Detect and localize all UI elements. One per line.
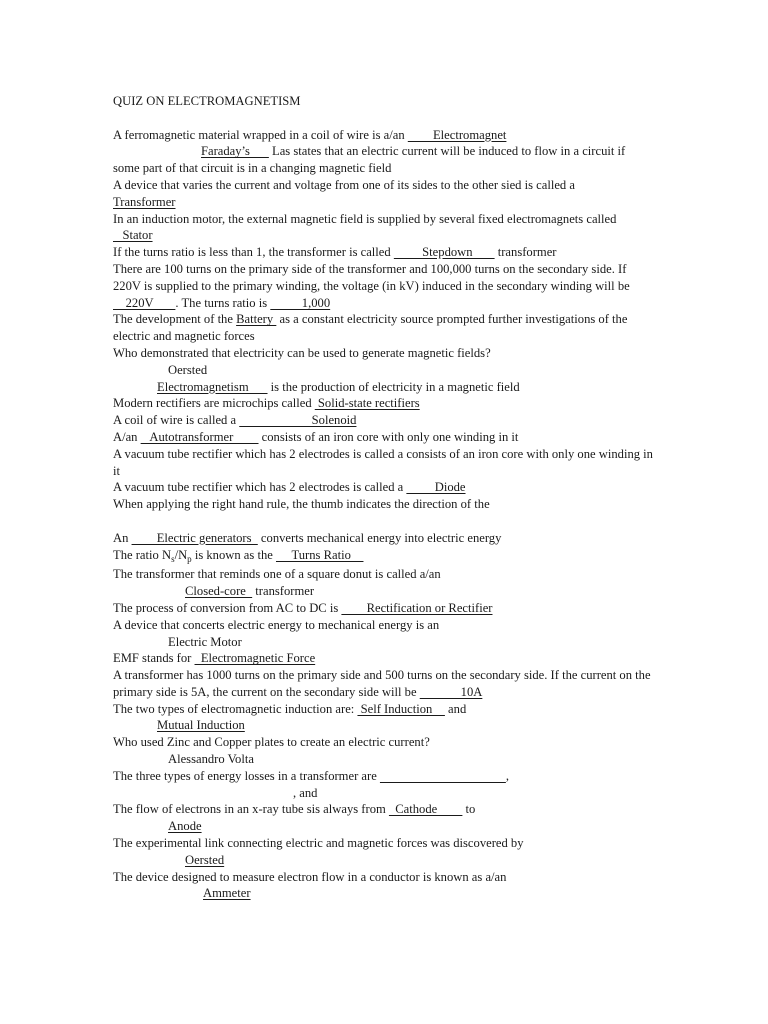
question-28-answer-line: [113, 885, 653, 902]
question-11: [113, 412, 653, 429]
question-text: When applying the right hand rule, the thumb indicates the direction of the: [113, 497, 490, 512]
question-text-tail: and: [444, 701, 467, 716]
page-title: QUIZ ON ELECTROMAGNETISM: [113, 94, 301, 108]
answer-2: Anode: [168, 819, 202, 834]
question-20: [113, 617, 653, 634]
question-text: The transformer that reminds one of a square donut is called a/an: [113, 567, 441, 582]
answer: 10A: [419, 684, 483, 699]
question-text: An: [113, 530, 132, 545]
answer: Transformer: [113, 194, 176, 209]
question-25: [113, 768, 653, 785]
question-text: A coil of wire is called a: [113, 413, 240, 428]
question-text-tail: , and: [293, 785, 318, 800]
question-25-line-2: [113, 785, 653, 802]
question-text: The two types of electromagnetic induction are:: [113, 701, 358, 716]
question-2: [113, 143, 653, 177]
answer-2: Mutual Induction: [157, 718, 245, 733]
question-text: Modern rectifiers are microchips called: [113, 396, 315, 411]
answer: Electromagnetic Force: [194, 651, 316, 666]
question-text: is the production of electricity in a magnetic field: [267, 379, 520, 394]
comma: ,: [505, 768, 510, 783]
question-text-mid: . The turns ratio is: [175, 295, 271, 310]
question-text-tail: consists of an iron core with only one winding in it: [258, 429, 519, 444]
quiz-document: [113, 93, 653, 902]
question-text: A vacuum tube rectifier which has 2 electrodes is called a: [113, 480, 407, 495]
question-text-mid: is known as the: [191, 547, 276, 562]
question-24-answer-line: [113, 751, 653, 768]
question-19: [113, 600, 653, 617]
question-9: [113, 379, 653, 396]
question-8-answer-line: [113, 362, 653, 379]
answer: Solenoid: [239, 413, 357, 428]
question-27-answer-line: [113, 852, 653, 869]
question-8: [113, 345, 653, 362]
question-14: [113, 479, 653, 496]
question-text: The flow of electrons in an x-ray tube sis always from: [113, 802, 389, 817]
question-text: A vacuum tube rectifier which has 2 electrodes is called a consists of an iron core with only one winding in it: [113, 446, 653, 478]
answer-1: Cathode: [388, 802, 463, 817]
question-1: [113, 127, 653, 144]
question-text: A transformer has 1000 turns on the primary side and 500 turns on the secondary side. If the current on the primary side is 5A, the current on the secondary side will be: [113, 668, 651, 699]
question-text: In an induction motor, the external magnetic field is supplied by several fixed electromagnets called: [113, 211, 617, 226]
question-text: The three types of energy losses in a transformer are: [113, 768, 380, 783]
answer: Stator: [113, 228, 153, 243]
answer: Diode: [406, 480, 466, 495]
question-text-tail: as a constant electricity source prompted further investigations of the electric and magnetic forces: [113, 312, 628, 344]
question-23: [113, 701, 653, 718]
answer: Electric Motor: [168, 634, 242, 649]
question-26: [113, 801, 653, 818]
question-text: Who used Zinc and Copper plates to create an electric current?: [113, 735, 430, 750]
answer-turns-ratio: 1,000: [270, 295, 331, 310]
question-text: The process of conversion from AC to DC is: [113, 600, 342, 615]
question-text: Las states that an electric current will be induced to flow in a circuit if some part of that circuit is in a changing magnetic field: [113, 144, 626, 176]
question-text-tail: to: [462, 802, 476, 817]
question-3: [113, 177, 653, 194]
question-text: Who demonstrated that electricity can be used to generate magnetic fields?: [113, 345, 491, 360]
subscript-s: s: [171, 553, 175, 564]
question-21: [113, 650, 653, 667]
question-24: [113, 734, 653, 751]
question-text: The ratio N: [113, 547, 172, 562]
answer: Ammeter: [203, 886, 251, 901]
question-10: [113, 395, 653, 412]
answer: Electromagnetism: [157, 379, 268, 394]
question-7: [113, 311, 653, 345]
answer: Autotransformer: [140, 429, 259, 444]
question-text-tail: converts mechanical energy into electric energy: [257, 530, 502, 545]
question-text: A ferromagnetic material wrapped in a coil of wire is a/an: [113, 127, 408, 142]
question-text: The development of the: [113, 312, 237, 327]
answer: Oersted: [168, 362, 208, 377]
answer: Rectification or Rectifier: [341, 600, 493, 615]
question-text: A/an: [113, 429, 141, 444]
question-text: The device designed to measure electron flow in a conductor is known as a/an: [113, 869, 507, 884]
question-23-answer-line: [113, 717, 653, 734]
question-text: EMF stands for: [113, 651, 195, 666]
subscript-p: p: [187, 553, 192, 564]
answer: Alessandro Volta: [168, 752, 254, 767]
answer: Stepdown: [393, 245, 495, 260]
answer-blank: [380, 769, 506, 783]
question-5: [113, 244, 653, 261]
question-12: [113, 429, 653, 446]
answer: Faraday’s: [201, 144, 269, 159]
question-text: There are 100 turns on the primary side of the transformer and 100,000 turns on the secondary side. If 220V is supplied to the primary winding, the voltage (in kV) induced in the secondary winding will be: [113, 261, 630, 293]
answer: Oersted: [185, 852, 225, 867]
answer: Turns Ratio: [275, 547, 364, 562]
question-15: [113, 496, 653, 513]
answer: Solid-state rectifiers: [314, 396, 420, 411]
question-text-tail: transformer: [252, 584, 315, 599]
answer: Battery: [236, 312, 277, 327]
slash-n: /N: [174, 547, 188, 562]
question-4: [113, 211, 653, 245]
question-text-tail: transformer: [494, 245, 557, 260]
question-28: [113, 869, 653, 886]
question-text: The experimental link connecting electric and magnetic forces was discovered by: [113, 836, 524, 851]
answer: Electric generators: [131, 530, 258, 545]
question-text: A device that varies the current and voltage from one of its sides to the other sied is called a: [113, 177, 575, 192]
answer-1: Self Induction: [357, 701, 445, 716]
question-text: A device that concerts electric energy to mechanical energy is an: [113, 617, 440, 632]
question-17: [113, 547, 653, 564]
question-20-answer-line: [113, 634, 653, 651]
question-13: [113, 446, 653, 480]
answer-voltage: 220V: [113, 295, 176, 310]
question-3-answer-line: [113, 194, 653, 211]
question-22: [113, 667, 653, 701]
question-26-answer-line: [113, 818, 653, 835]
question-27: [113, 835, 653, 852]
question-16: [113, 530, 653, 547]
question-18: [113, 566, 653, 583]
blank-line: [113, 513, 653, 530]
question-6: [113, 261, 653, 311]
answer: Electromagnet: [407, 127, 507, 142]
answer: Closed-core: [185, 584, 253, 599]
question-text: If the turns ratio is less than 1, the transformer is called: [113, 245, 394, 260]
question-18-answer-line: [113, 583, 653, 600]
